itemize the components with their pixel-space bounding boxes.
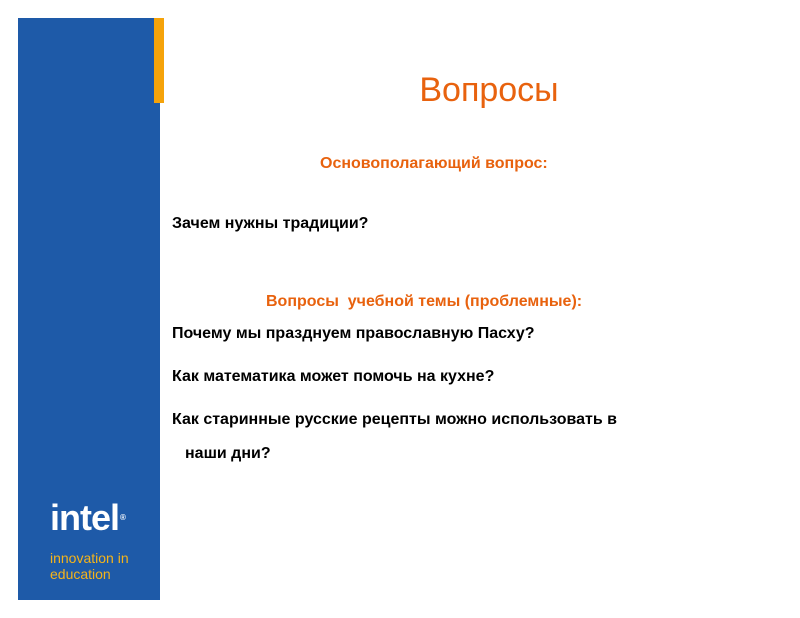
topic-question-2: Как математика может помочь на кухне? — [172, 368, 495, 385]
registered-mark: ® — [120, 513, 125, 522]
topic-questions-heading: Вопросы учебной темы (проблемные): — [266, 293, 583, 310]
fundamental-question: Зачем нужны традиции? — [172, 215, 369, 232]
fundamental-question-heading: Основополагающий вопрос: — [320, 155, 548, 172]
logo-tagline-line2: education — [50, 566, 111, 582]
logo-tagline-line1: innovation in — [50, 550, 129, 566]
logo-tagline — [50, 550, 129, 582]
slide-title: Вопросы — [419, 71, 559, 109]
topic-question-3: Как старинные русские рецепты можно использовать в — [172, 411, 617, 428]
topic-question-1: Почему мы празднуем православную Пасху? — [172, 325, 535, 342]
topic-question-3-continued: наши дни? — [185, 445, 271, 462]
logo-wordmark: intel — [50, 497, 120, 538]
intel-logo — [50, 497, 129, 582]
